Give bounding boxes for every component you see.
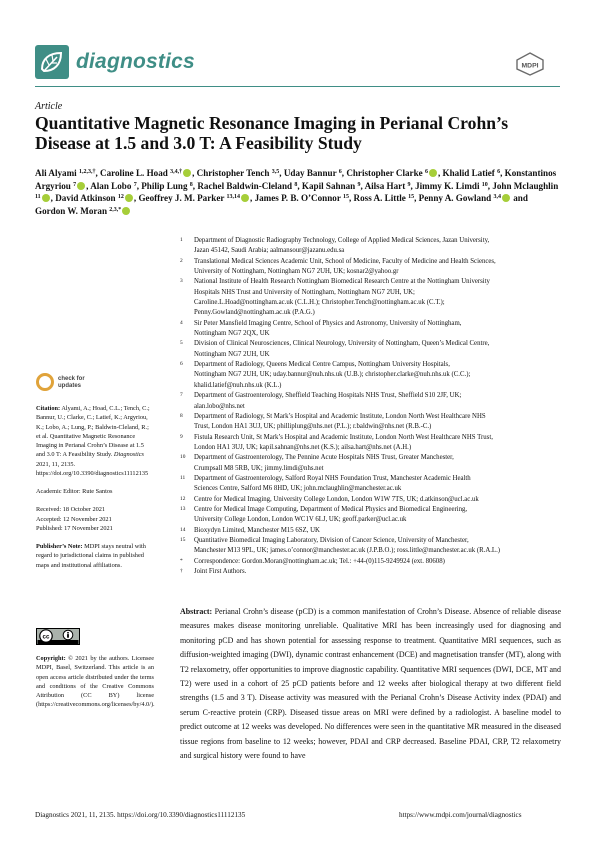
- affiliation-number: 2: [180, 257, 183, 264]
- affiliation-line: Manchester M13 9PL, UK; james.o’connor@manchester.ac.uk (J.P.B.O.); ross.little@manchester.ac.uk (R.A.L.): [194, 547, 501, 555]
- author: [255, 193, 349, 203]
- affiliation-line: Centre for Medical Imaging, University College London, London W1W 7TS, UK; d.atkinson@ucl.ac.uk: [194, 495, 479, 503]
- publisher-note-label: Publisher’s Note:: [36, 543, 83, 550]
- paper-title: Quantitative Magnetic Resonance Imaging in Perianal Crohn’s Disease at 1.5 and 3.0 T: A Feasibility Study: [35, 113, 509, 153]
- author: [415, 181, 488, 191]
- author-name: Caroline L. Hoad: [100, 168, 168, 178]
- author: [100, 168, 192, 178]
- affiliation-number: 7: [180, 392, 183, 399]
- cc-by-license-icon[interactable]: [36, 628, 80, 645]
- affiliation-number: 9: [180, 433, 183, 440]
- author: [141, 181, 193, 191]
- affiliation-number: 15: [180, 536, 186, 543]
- author-name: Geoffrey J. M. Parker: [138, 193, 225, 204]
- affiliation-item: [180, 495, 562, 505]
- check-updates-line2: updates: [58, 383, 82, 389]
- affiliation-line: alan.lobo@nhs.net: [194, 402, 245, 410]
- affiliation-item: [180, 339, 562, 360]
- author: [302, 181, 361, 191]
- citation-label: Citation:: [36, 405, 61, 412]
- affiliation-item: [180, 257, 562, 278]
- published-date: Published: 17 November 2021: [36, 524, 113, 532]
- author-name: David Atkinson: [55, 193, 116, 204]
- header-divider: [35, 86, 560, 87]
- affiliation-number: 1: [180, 237, 183, 243]
- author: [90, 181, 136, 191]
- affiliation-line: Department of Gastroenterology, The Pennine Acute Hospitals NHS Trust, Greater Manchester,: [194, 454, 454, 462]
- abstract-label: Abstract:: [180, 607, 213, 616]
- affiliation-item: [180, 391, 562, 412]
- academic-editor: Academic Editor: Rute Santos: [36, 488, 113, 495]
- affiliation-line: London HA1 3UJ, UK; kapil.sahnan@nhs.net (K.S.); ailsa.hart@nhs.net (A.H.): [194, 443, 412, 451]
- affiliation-line: Nottingham NG7 2UH, UK: [194, 350, 270, 358]
- author-affiliation-marker: 9: [357, 181, 361, 188]
- orcid-icon[interactable]: [429, 169, 437, 177]
- author: [365, 181, 411, 191]
- affiliation-line: Crumpsall M8 5RB, UK; jimmy.limdi@nhs.net: [194, 464, 324, 472]
- affiliation-item: [180, 236, 562, 257]
- citation: [36, 404, 154, 478]
- affiliation-item: [180, 453, 562, 474]
- affiliation-number: 4: [180, 319, 183, 326]
- journal-logo: [35, 45, 69, 79]
- author-affiliation-marker: 11: [35, 194, 41, 201]
- copyright-notice: [36, 654, 154, 710]
- author-affiliation-marker: 6: [424, 169, 428, 175]
- orcid-icon[interactable]: [502, 194, 510, 202]
- affiliation-item: [180, 319, 562, 340]
- author-affiliation-marker: 9: [407, 181, 411, 188]
- publisher-logo: [515, 52, 545, 76]
- author: [419, 193, 511, 203]
- publisher-name: MDPI: [521, 62, 539, 70]
- affiliation-line: Trust, London HA1 3UJ, UK; philliplung@nhs.net (P.L.); r.baldwin@nhs.net (R.B.-C.): [194, 423, 432, 431]
- journal-name: diagnostics: [76, 50, 195, 73]
- author-affiliation-marker: 8: [189, 181, 193, 188]
- citation-journal: Diagnostics: [113, 451, 144, 459]
- affiliation-item: [180, 277, 562, 318]
- affiliation-item: [180, 557, 562, 567]
- author-affiliation-marker: 1,2,3,†: [78, 169, 96, 175]
- affiliation-number: 5: [180, 340, 183, 347]
- affiliation-line: Nottingham NG7 2QX, UK: [194, 330, 270, 338]
- author-name: John Mclaughlin: [492, 180, 559, 191]
- citation-text: Alyami, A.; Hoad, C.L.; Tench, C.; Bannur, U.; Clarke, C.; Latief, K.; Argyriou, K.; Lobo, A.; Lung, P.; Baldwin-Cleland, R.; et al. Quantitative Magnetic Resonance Imaging in Perianal Crohn’s Disease at 1.5 and 3.0 T: A Feasibility Study.: [36, 405, 150, 459]
- copyright-label: Copyright:: [36, 655, 66, 662]
- citation-doi[interactable]: 2021, 11, 2135. https://doi.org/10.3390/diagnostics11112135: [36, 460, 149, 477]
- received-date: Received: 18 October 2021: [36, 506, 106, 514]
- affiliation-number: 3: [180, 278, 183, 285]
- author: [197, 168, 280, 178]
- affiliation-line: University College London, London WC1V 6LJ, UK; geoff.parker@ucl.ac.uk: [194, 516, 407, 524]
- affiliation-line: Correspondence: Gordon.Moran@nottingham.ac.uk; Tel.: +44-(0)115-9249924 (ext. 80608): [194, 557, 445, 565]
- affiliation-line: Translational Medical Sciences Academic Unit, School of Medicine, Faculty of Medicine and Health Sciences,: [194, 257, 496, 265]
- affiliation-line: Penny.Gowland@nottingham.ac.uk (P.A.G.): [194, 309, 315, 317]
- author-affiliation-marker: 15: [343, 194, 349, 201]
- author: [284, 168, 342, 178]
- affiliation-line: Sciences Centre, Salford M6 8HD, UK; john.mclaughlin@manchester.ac.uk: [194, 485, 402, 493]
- author-affiliation-marker: 13,14: [226, 194, 241, 201]
- author-name: Christopher Clarke: [346, 168, 423, 178]
- affiliation-number: 14: [180, 526, 186, 533]
- affiliation-line: Fistula Research Unit, St Mark’s Hospital and Academic Institute, London North West Healthcare NHS Trust,: [194, 433, 493, 441]
- publisher-note-text: MDPI stays neutral with regard to jurisdictional claims in published maps and institutional affiliations.: [36, 543, 146, 569]
- author-name: Kapil Sahnan: [301, 180, 356, 191]
- affiliation-item: [180, 433, 562, 454]
- orcid-icon[interactable]: [183, 169, 191, 177]
- cc-label: cc: [42, 633, 50, 641]
- affiliation-list: [180, 236, 562, 577]
- author-name: Alan Lobo: [90, 180, 132, 191]
- author-affiliation-marker: 6: [338, 169, 342, 175]
- affiliation-number: 11: [180, 474, 186, 481]
- affiliation-number: †: [180, 568, 183, 574]
- journal-logo-icon: [35, 45, 69, 79]
- affiliation-line: University of Nottingham, Nottingham NG7 2UH, UK; kosnar2@yahoo.gr: [194, 268, 399, 276]
- author-name: Khalid Latief: [442, 168, 495, 178]
- author-affiliation-marker: 7: [73, 181, 77, 188]
- footer-journal-url[interactable]: https://www.mdpi.com/journal/diagnostics: [399, 811, 522, 819]
- author-affiliation-marker: 3,4,†: [170, 169, 183, 175]
- author: [346, 168, 438, 178]
- affiliation-line: Joint First Authors.: [194, 568, 247, 575]
- affiliation-line: khalid.latief@nuh.nhs.uk (K.L.): [194, 381, 282, 389]
- author-affiliation-marker: 10: [481, 181, 488, 188]
- affiliation-number: 13: [180, 505, 186, 512]
- author-affiliation-marker: 6: [497, 169, 501, 175]
- orcid-icon[interactable]: [122, 207, 130, 215]
- affiliation-item: [180, 360, 562, 391]
- affiliation-line: Department of Gastroenterology, Sheffield Teaching Hospitals NHS Trust, Sheffield S10 2JF, UK;: [194, 392, 462, 400]
- affiliation-line: Hospitals NHS Trust and University of Nottingham, Nottingham NG7 2UH, UK;: [194, 288, 415, 296]
- author: [55, 193, 134, 203]
- affiliation-line: Department of Diagnostic Radiography Technology, College of Applied Medical Sciences, Jazan University,: [194, 237, 490, 244]
- affiliation-item: [180, 526, 562, 536]
- affiliation-item: [180, 567, 562, 577]
- sidebar-info: [36, 404, 154, 570]
- affiliation-item: [180, 505, 562, 526]
- author-name: Rachel Baldwin-Cleland: [197, 180, 293, 191]
- affiliation-line: Quantitative Biomedical Imaging Laboratory, Division of Cancer Science, University of Manchester,: [194, 536, 469, 544]
- author-affiliation-marker: 3,5: [271, 169, 280, 175]
- author-affiliation-marker: 12: [117, 194, 124, 201]
- author: [443, 168, 501, 178]
- author-name: Penny A. Gowland: [418, 193, 492, 204]
- publisher-note: [36, 542, 154, 570]
- affiliation-line: Department of Gastroenterology, Salford Royal NHS Foundation Trust, Manchester Academic Health: [194, 474, 471, 482]
- author-affiliation-marker: 2,3,*: [109, 207, 122, 214]
- abstract: [180, 605, 561, 763]
- orcid-icon[interactable]: [42, 194, 50, 202]
- affiliation-number: *: [180, 557, 183, 564]
- affiliation-line: National Institute of Health Research Nottingham Biomedical Research Centre at the Nottingham University: [194, 278, 490, 286]
- affiliation-item: [180, 474, 562, 495]
- updates-icon: [36, 373, 54, 391]
- affiliation-number: 10: [180, 454, 186, 461]
- affiliation-number: 12: [180, 495, 186, 502]
- check-updates-line1: check for: [58, 376, 85, 382]
- author-name: Uday Bannur: [283, 168, 337, 178]
- affiliation-line: Nottingham NG7 2UH, UK; uday.bannur@nuh.nhs.uk (U.B.); christopher.clarke@nuh.nhs.uk (C.C.);: [194, 371, 471, 379]
- author-affiliation-marker: 8: [294, 181, 298, 188]
- author-name: Ali Alyami: [35, 168, 77, 178]
- affiliation-line: Department of Radiology, St Mark’s Hospital and Academic Institute, London North West Healthcare NHS: [194, 412, 486, 420]
- author-name: Jimmy K. Limdi: [415, 180, 480, 191]
- author: [35, 206, 131, 216]
- author: [35, 168, 95, 178]
- affiliation-line: Sir Peter Mansfield Imaging Centre, School of Physics and Astronomy, University of Nottingham,: [194, 319, 462, 327]
- author: [354, 193, 415, 203]
- author-name: Konstantinos Argyriou: [35, 168, 557, 191]
- author-affiliation-marker: 15: [408, 194, 415, 201]
- affiliation-number: 8: [180, 412, 183, 419]
- affiliation-line: Caroline.L.Hoad@nottingham.ac.uk (C.L.H.); Christopher.Tench@nottingham.ac.uk (C.T.);: [194, 299, 445, 307]
- author-name: Gordon W. Moran: [35, 206, 108, 217]
- check-for-updates-button[interactable]: [36, 373, 92, 395]
- orcid-icon[interactable]: [77, 182, 85, 190]
- affiliation-number: 6: [180, 361, 183, 368]
- author-name: Ailsa Hart: [364, 180, 406, 191]
- affiliation-line: Jazan 45142, Saudi Arabia; aalmansour@jazanu.edu.sa: [194, 247, 345, 255]
- orcid-icon[interactable]: [241, 194, 249, 202]
- footer-citation: Diagnostics 2021, 11, 2135. https://doi.org/10.3390/diagnostics11112135: [35, 811, 246, 819]
- author: [197, 181, 297, 191]
- author-name: James P. B. O’Connor: [254, 193, 341, 204]
- copyright-body: © 2021 by the authors. Licensee MDPI, Basel, Switzerland. This article is an open access article distributed under the terms and conditions of the Creative Commons Attribution (CC BY) license (https://creativecommons.org/licenses/by/4.0/).: [36, 655, 155, 709]
- abstract-text: Perianal Crohn’s disease (pCD) is a common manifestation of Crohn’s Disease. Absence of reliable disease measures makes disease monitoring unreliable. Qualitative MRI has been increasingly used for diagnosing and monitoring pCD and has shown potential for assessing response to treatment. Quantitative MRI sequences, such as diffusion-weighted imaging (DWI), dynamic contrast enhancement (DCE) and magnetisation transfer (MT), along with T2 relaxometry, offer opportunities to improve diagnostic capability. Quantitative MRI sequences (DWI, DCE, MT and T2) were used in a cohort of 25 pCD patients before and 12 weeks after biological therapy at two different field strengths (1.5 and 3 T). Disease activity was measured with the Perianal Crohn’s Disease Activity index (PDAI) and serum C-reactive protein (CRP). Diseased tissue areas on MRI were defined by a radiologist. A baseline model to predict outcome at 12 weeks was developed. No differences were seen in the quantitative MR measured in the diseased tissue regions from baseline to 12 weeks; however, PDAI and CRP decreased. Baseline PDAI, CRP, T2 relaxometry and surgical history were found to have: [180, 607, 562, 761]
- author-affiliation-marker: 3,4: [493, 194, 501, 201]
- affiliation-line: Department of Radiology, Queens Medical Centre Campus, Nottingham University Hospitals,: [194, 361, 450, 369]
- author-affiliation-marker: 7: [133, 181, 137, 188]
- affiliation-line: Division of Clinical Neurosciences, Clinical Neurology, University of Nottingham, Queen’s Medical Centre,: [194, 340, 490, 348]
- author-name: Christopher Tench: [196, 168, 270, 178]
- author: [138, 193, 250, 203]
- accepted-date: Accepted: 12 November 2021: [36, 515, 112, 523]
- article-type: Article: [35, 101, 63, 112]
- author-name: Ross A. Little: [353, 193, 406, 204]
- orcid-icon[interactable]: [125, 194, 133, 202]
- affiliation-item: [180, 412, 562, 433]
- affiliation-line: Centre for Medical Image Computing, Department of Medical Physics and Biomedical Engineering,: [194, 505, 468, 513]
- affiliation-item: [180, 536, 562, 557]
- author-list: Ali Alyami $^{1,2,3,\dagger}$, Caroline L. Hoad $^{3,4,\dagger}$ , Christopher Tench $^{3,5}$, Uday Bannur $^6$, Christopher Clarke $^6$ , Khalid Latief $^6$, Konstantinos Argyriou $^7$ , Alan Lobo $^7$, Philip Lung $^8$, Rachel Baldwin-Cleland $^8$, Kapil Sahnan $^9$, Ailsa Hart $^9$, Jimmy K. Limdi $^{10}$, John Mclaughlin $^{11}$ , David Atkinson $^{12}$ , Geoffrey J. M. Parker $^{13,14}$ , James P. B. O’Connor $^{15}$, Ross A. Little $^{15}$, Penny A. Gowland $^{3,4}$ and Gordon W. Moran $^{2,3,*}$: [35, 168, 559, 217]
- author-name: Philip Lung: [141, 180, 188, 191]
- affiliation-line: Bioxydyn Limited, Manchester M15 6SZ, UK: [194, 526, 320, 534]
